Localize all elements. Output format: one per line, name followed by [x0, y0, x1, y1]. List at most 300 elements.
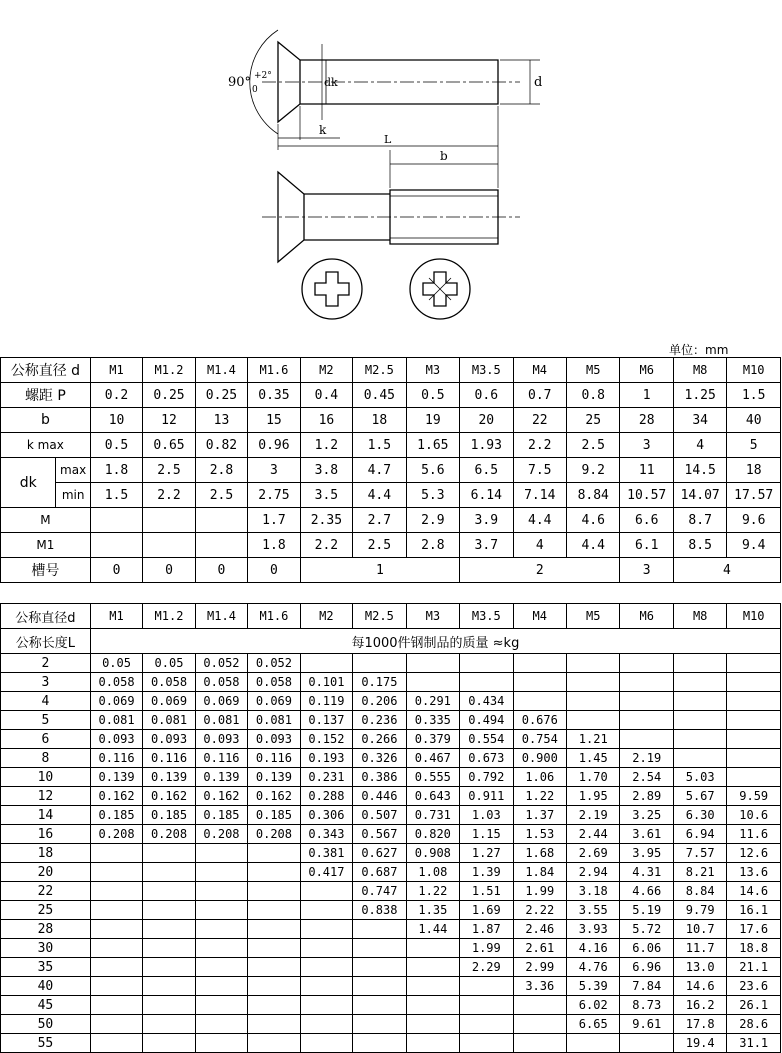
table-cell: 1	[620, 383, 673, 408]
table-cell	[143, 1034, 195, 1053]
table-row	[1, 654, 781, 673]
table-cell: 0.792	[460, 768, 513, 787]
table-cell	[513, 692, 566, 711]
table-cell: 2.2	[300, 533, 352, 558]
table-cell	[143, 508, 195, 533]
table-cell: 0.162	[248, 787, 300, 806]
table-row	[1, 408, 781, 433]
table-cell: 2.2	[143, 483, 195, 508]
table-cell: 4.4	[567, 533, 620, 558]
table-cell	[143, 996, 195, 1015]
table-cell: 13	[195, 408, 247, 433]
table-cell: 4	[673, 558, 780, 583]
row-label: 公称直径 d	[1, 358, 91, 383]
table-cell: 0.5	[406, 383, 459, 408]
table-cell: 0.162	[90, 787, 142, 806]
table-cell: 0.137	[300, 711, 352, 730]
table-cell: 19.4	[673, 1034, 726, 1053]
table-row	[1, 673, 781, 692]
table-cell: 10.57	[620, 483, 673, 508]
table-cell	[727, 749, 781, 768]
table-cell: 16.2	[673, 996, 726, 1015]
table-cell	[673, 654, 726, 673]
table-cell: 2.54	[620, 768, 673, 787]
column-header: M1.4	[195, 604, 247, 629]
table-cell: 3.95	[620, 844, 673, 863]
table-row	[1, 383, 781, 408]
screw-drawing	[0, 0, 782, 340]
table-row	[1, 958, 781, 977]
table-cell: 9.6	[727, 508, 781, 533]
table-cell: 18	[353, 408, 406, 433]
table-cell: 3.9	[460, 508, 513, 533]
table-cell: 0.206	[353, 692, 406, 711]
table-cell	[248, 882, 300, 901]
table-cell: 4.7	[353, 458, 406, 483]
table-row	[1, 458, 781, 483]
length-cell: 16	[1, 825, 91, 844]
table-cell	[673, 711, 726, 730]
table-cell: 10.6	[727, 806, 781, 825]
table-cell	[300, 1034, 352, 1053]
table-row	[1, 882, 781, 901]
table-cell: 0.2	[90, 383, 142, 408]
table-cell: 0.116	[90, 749, 142, 768]
table-cell: 11.6	[727, 825, 781, 844]
table-cell: 1.8	[90, 458, 142, 483]
length-cell: 2	[1, 654, 91, 673]
length-cell: 55	[1, 1034, 91, 1053]
table-row	[1, 358, 781, 383]
table-cell: 2.19	[567, 806, 620, 825]
row-label: M	[1, 508, 91, 533]
table-cell: 7.57	[673, 844, 726, 863]
row-label: M1	[1, 533, 91, 558]
table-cell: 0.208	[143, 825, 195, 844]
table-cell: 0.152	[300, 730, 352, 749]
table-cell	[460, 1034, 513, 1053]
table-cell: 0.162	[143, 787, 195, 806]
table-cell: 21.1	[727, 958, 781, 977]
table-cell	[90, 901, 142, 920]
table-cell	[248, 844, 300, 863]
table-cell: 0	[90, 558, 142, 583]
table-cell	[300, 654, 352, 673]
table-cell	[673, 730, 726, 749]
table-cell: 0.643	[406, 787, 459, 806]
table-cell: 9.61	[620, 1015, 673, 1034]
row-sublabel: min	[56, 483, 90, 508]
L-label: L	[384, 133, 392, 146]
table-cell: 0.326	[353, 749, 406, 768]
table-cell: 0.185	[195, 806, 247, 825]
table-cell: 2.8	[406, 533, 459, 558]
table-cell: 0.386	[353, 768, 406, 787]
table-cell: 0.185	[143, 806, 195, 825]
table-cell: 0.838	[353, 901, 406, 920]
table-row	[1, 920, 781, 939]
table-cell: 1.35	[406, 901, 459, 920]
table-cell: 8.5	[673, 533, 726, 558]
table-cell	[300, 920, 352, 939]
table-cell: 3	[620, 433, 673, 458]
table-cell: 14.6	[673, 977, 726, 996]
table-cell: 9.4	[727, 533, 781, 558]
table-cell: 5.3	[406, 483, 459, 508]
table-cell: 6.06	[620, 939, 673, 958]
length-cell: 40	[1, 977, 91, 996]
table-cell	[143, 533, 195, 558]
table-cell: 9.59	[727, 787, 781, 806]
table-cell: 2.75	[248, 483, 300, 508]
table-cell	[143, 882, 195, 901]
table-cell: 0.567	[353, 825, 406, 844]
table-cell	[620, 654, 673, 673]
table-cell	[353, 1034, 406, 1053]
table-cell: M1.4	[195, 358, 247, 383]
table-cell: 0.627	[353, 844, 406, 863]
table-cell: 1.65	[406, 433, 459, 458]
table-cell: 2.69	[567, 844, 620, 863]
table-cell: 0.82	[195, 433, 247, 458]
table-cell: 0.05	[143, 654, 195, 673]
mass-table	[0, 603, 781, 1053]
table-cell: 2.29	[460, 958, 513, 977]
table-cell: 0.162	[195, 787, 247, 806]
table-cell	[195, 882, 247, 901]
row-label: k max	[1, 433, 91, 458]
table-cell: 0.747	[353, 882, 406, 901]
table-cell	[90, 508, 142, 533]
table-cell	[406, 1015, 459, 1034]
table-cell	[567, 692, 620, 711]
table-cell	[300, 901, 352, 920]
table-cell: 0.8	[567, 383, 620, 408]
table-cell: 3	[248, 458, 300, 483]
table-cell	[248, 920, 300, 939]
table-cell	[143, 958, 195, 977]
table-cell: 2.89	[620, 787, 673, 806]
table-cell: M3.5	[460, 358, 513, 383]
table-cell	[460, 1015, 513, 1034]
table-cell	[248, 996, 300, 1015]
table-cell: 0.139	[248, 768, 300, 787]
table-cell: 16.1	[727, 901, 781, 920]
table-cell: 14.6	[727, 882, 781, 901]
table-cell: 18	[727, 458, 781, 483]
table-cell: M2	[300, 358, 352, 383]
table-cell: 0.081	[143, 711, 195, 730]
table-cell	[460, 673, 513, 692]
table-cell: 14.5	[673, 458, 726, 483]
table-cell: 2.9	[406, 508, 459, 533]
table-cell: M1	[90, 358, 142, 383]
table-cell: 7.5	[513, 458, 566, 483]
table-cell	[567, 654, 620, 673]
table-cell: 1.93	[460, 433, 513, 458]
table-cell: 0.25	[143, 383, 195, 408]
table-cell	[673, 749, 726, 768]
length-cell: 18	[1, 844, 91, 863]
table-cell: 28	[620, 408, 673, 433]
table-cell: M1.2	[143, 358, 195, 383]
table-cell	[90, 533, 142, 558]
table-row	[1, 806, 781, 825]
table-cell	[300, 996, 352, 1015]
table-cell: 5.67	[673, 787, 726, 806]
table-cell: 0.754	[513, 730, 566, 749]
table-row	[1, 533, 781, 558]
length-cell: 4	[1, 692, 91, 711]
table-cell: 1.27	[460, 844, 513, 863]
table-cell: 0.65	[143, 433, 195, 458]
table-cell	[195, 508, 247, 533]
table-cell	[248, 901, 300, 920]
table-cell: 7.14	[513, 483, 566, 508]
table-cell: 19	[406, 408, 459, 433]
column-header: M1.2	[143, 604, 195, 629]
table-cell	[406, 939, 459, 958]
table-cell: 0.119	[300, 692, 352, 711]
table-cell	[143, 1015, 195, 1034]
table-cell: 5.6	[406, 458, 459, 483]
table-cell: 0.058	[248, 673, 300, 692]
table-cell: 9.2	[567, 458, 620, 483]
table-cell	[406, 673, 459, 692]
table-cell: 0	[248, 558, 300, 583]
table-cell: 1.95	[567, 787, 620, 806]
table-cell: 4.4	[353, 483, 406, 508]
table-cell: 1.84	[513, 863, 566, 882]
table-cell: 3.36	[513, 977, 566, 996]
table-cell: 0.05	[90, 654, 142, 673]
column-header: M8	[673, 604, 726, 629]
table-row	[1, 844, 781, 863]
table-cell: 4.6	[567, 508, 620, 533]
table-cell	[727, 692, 781, 711]
unit-label: 单位：mm	[669, 343, 729, 357]
table-cell	[248, 863, 300, 882]
table-cell: 1.53	[513, 825, 566, 844]
table-cell: M5	[567, 358, 620, 383]
column-header: M2.5	[353, 604, 406, 629]
table-cell: 2.5	[195, 483, 247, 508]
phillips-recess-icon	[302, 259, 362, 319]
table-cell	[353, 654, 406, 673]
table-row	[1, 768, 781, 787]
table-row	[1, 996, 781, 1015]
table-cell: 18.8	[727, 939, 781, 958]
table-cell: 3.55	[567, 901, 620, 920]
table-cell	[195, 901, 247, 920]
table-cell	[195, 533, 247, 558]
svg-text:0: 0	[252, 85, 258, 95]
table-cell: 0.052	[195, 654, 247, 673]
table-cell	[300, 939, 352, 958]
table-cell: 0.069	[195, 692, 247, 711]
table-cell	[353, 920, 406, 939]
table-cell: 26.1	[727, 996, 781, 1015]
table-cell	[195, 939, 247, 958]
table-cell: 0.081	[90, 711, 142, 730]
table-row	[1, 483, 781, 508]
column-header: M5	[567, 604, 620, 629]
length-cell: 30	[1, 939, 91, 958]
table-cell: 1.68	[513, 844, 566, 863]
column-header: M3.5	[460, 604, 513, 629]
table-cell: 3.18	[567, 882, 620, 901]
table-cell: 3.5	[300, 483, 352, 508]
table-cell: M1.6	[248, 358, 300, 383]
length-cell: 8	[1, 749, 91, 768]
table-cell	[727, 730, 781, 749]
length-cell: 28	[1, 920, 91, 939]
table-cell: 28.6	[727, 1015, 781, 1034]
column-header: M1.6	[248, 604, 300, 629]
table-cell	[460, 977, 513, 996]
table-cell: 22	[513, 408, 566, 433]
length-cell: 45	[1, 996, 91, 1015]
table-cell	[143, 901, 195, 920]
table-cell: 8.84	[673, 882, 726, 901]
table-cell: 0.507	[353, 806, 406, 825]
row-label: b	[1, 408, 91, 433]
table-cell	[513, 1015, 566, 1034]
table-cell: 23.6	[727, 977, 781, 996]
table-cell: 1.51	[460, 882, 513, 901]
table-cell: 0.193	[300, 749, 352, 768]
table-cell: 13.0	[673, 958, 726, 977]
table-cell	[406, 654, 459, 673]
table-cell: 1.22	[406, 882, 459, 901]
table-cell: 0.139	[90, 768, 142, 787]
table-cell: 1.5	[727, 383, 781, 408]
table-cell	[300, 958, 352, 977]
table-cell: 20	[460, 408, 513, 433]
table-cell: 0.494	[460, 711, 513, 730]
table-cell: 13.6	[727, 863, 781, 882]
row-label: 槽号	[1, 558, 91, 583]
table-cell: 6.96	[620, 958, 673, 977]
table-cell: 3.7	[460, 533, 513, 558]
table-cell: 0.175	[353, 673, 406, 692]
length-cell: 25	[1, 901, 91, 920]
table-cell	[90, 863, 142, 882]
table-cell: 0.093	[195, 730, 247, 749]
table-cell: 1.5	[90, 483, 142, 508]
table-cell: 0.231	[300, 768, 352, 787]
table-cell	[195, 977, 247, 996]
table-cell: 0.673	[460, 749, 513, 768]
table-cell: 0.96	[248, 433, 300, 458]
table-cell: 0.379	[406, 730, 459, 749]
length-cell: 5	[1, 711, 91, 730]
table-cell	[620, 1034, 673, 1053]
table-cell: 31.1	[727, 1034, 781, 1053]
table-cell: 1.7	[248, 508, 300, 533]
table-cell: 1	[300, 558, 459, 583]
table-cell	[620, 730, 673, 749]
table-cell: 0.467	[406, 749, 459, 768]
table-cell: 2.46	[513, 920, 566, 939]
table-cell: 0.343	[300, 825, 352, 844]
column-header: M4	[513, 604, 566, 629]
table-cell: 25	[567, 408, 620, 433]
table-row	[1, 901, 781, 920]
table-cell: 1.39	[460, 863, 513, 882]
table-cell: 1.44	[406, 920, 459, 939]
table-cell: 1.45	[567, 749, 620, 768]
b-label: b	[440, 149, 448, 163]
table-cell: 0.900	[513, 749, 566, 768]
table-cell: 0.208	[90, 825, 142, 844]
row-sublabel: max	[56, 458, 90, 483]
table-cell: 6.65	[567, 1015, 620, 1034]
table-cell	[353, 939, 406, 958]
table-cell: 0.236	[353, 711, 406, 730]
table-cell: 0.4	[300, 383, 352, 408]
table-cell: 11.7	[673, 939, 726, 958]
table-cell: 2.5	[353, 533, 406, 558]
table-cell: 4.16	[567, 939, 620, 958]
table-cell: 17.6	[727, 920, 781, 939]
length-cell: 35	[1, 958, 91, 977]
table-cell: 0.45	[353, 383, 406, 408]
table-cell: 2.44	[567, 825, 620, 844]
table-cell	[406, 996, 459, 1015]
table-cell	[727, 768, 781, 787]
length-cell: 22	[1, 882, 91, 901]
length-cell: 10	[1, 768, 91, 787]
table-cell: 6.30	[673, 806, 726, 825]
table-cell: 0.069	[90, 692, 142, 711]
table-cell: 6.1	[620, 533, 673, 558]
table-cell: 4.31	[620, 863, 673, 882]
table-cell: 0.208	[195, 825, 247, 844]
table-cell: M4	[513, 358, 566, 383]
table-cell	[727, 673, 781, 692]
table-cell: 1.70	[567, 768, 620, 787]
table-cell: 5.03	[673, 768, 726, 787]
table-cell	[727, 711, 781, 730]
table-cell: 12.6	[727, 844, 781, 863]
column-header: M2	[300, 604, 352, 629]
table-cell	[195, 920, 247, 939]
table-cell: 4.76	[567, 958, 620, 977]
table-cell	[248, 1034, 300, 1053]
table-cell: 8.7	[673, 508, 726, 533]
table-cell: 1.03	[460, 806, 513, 825]
table-cell: 0.081	[195, 711, 247, 730]
table-cell: 0.434	[460, 692, 513, 711]
table-cell	[673, 692, 726, 711]
table-cell	[143, 920, 195, 939]
table-cell	[90, 939, 142, 958]
table-cell: 1.8	[248, 533, 300, 558]
table-cell	[567, 673, 620, 692]
table-row	[1, 508, 781, 533]
table-cell: 0.069	[143, 692, 195, 711]
table-row	[1, 1015, 781, 1034]
table-cell: 0.081	[248, 711, 300, 730]
table-cell: 3.8	[300, 458, 352, 483]
table-cell: 2.7	[353, 508, 406, 533]
table-cell	[143, 977, 195, 996]
table-header-row	[1, 604, 781, 629]
table-cell	[406, 977, 459, 996]
table-row	[1, 863, 781, 882]
table-row	[1, 433, 781, 458]
